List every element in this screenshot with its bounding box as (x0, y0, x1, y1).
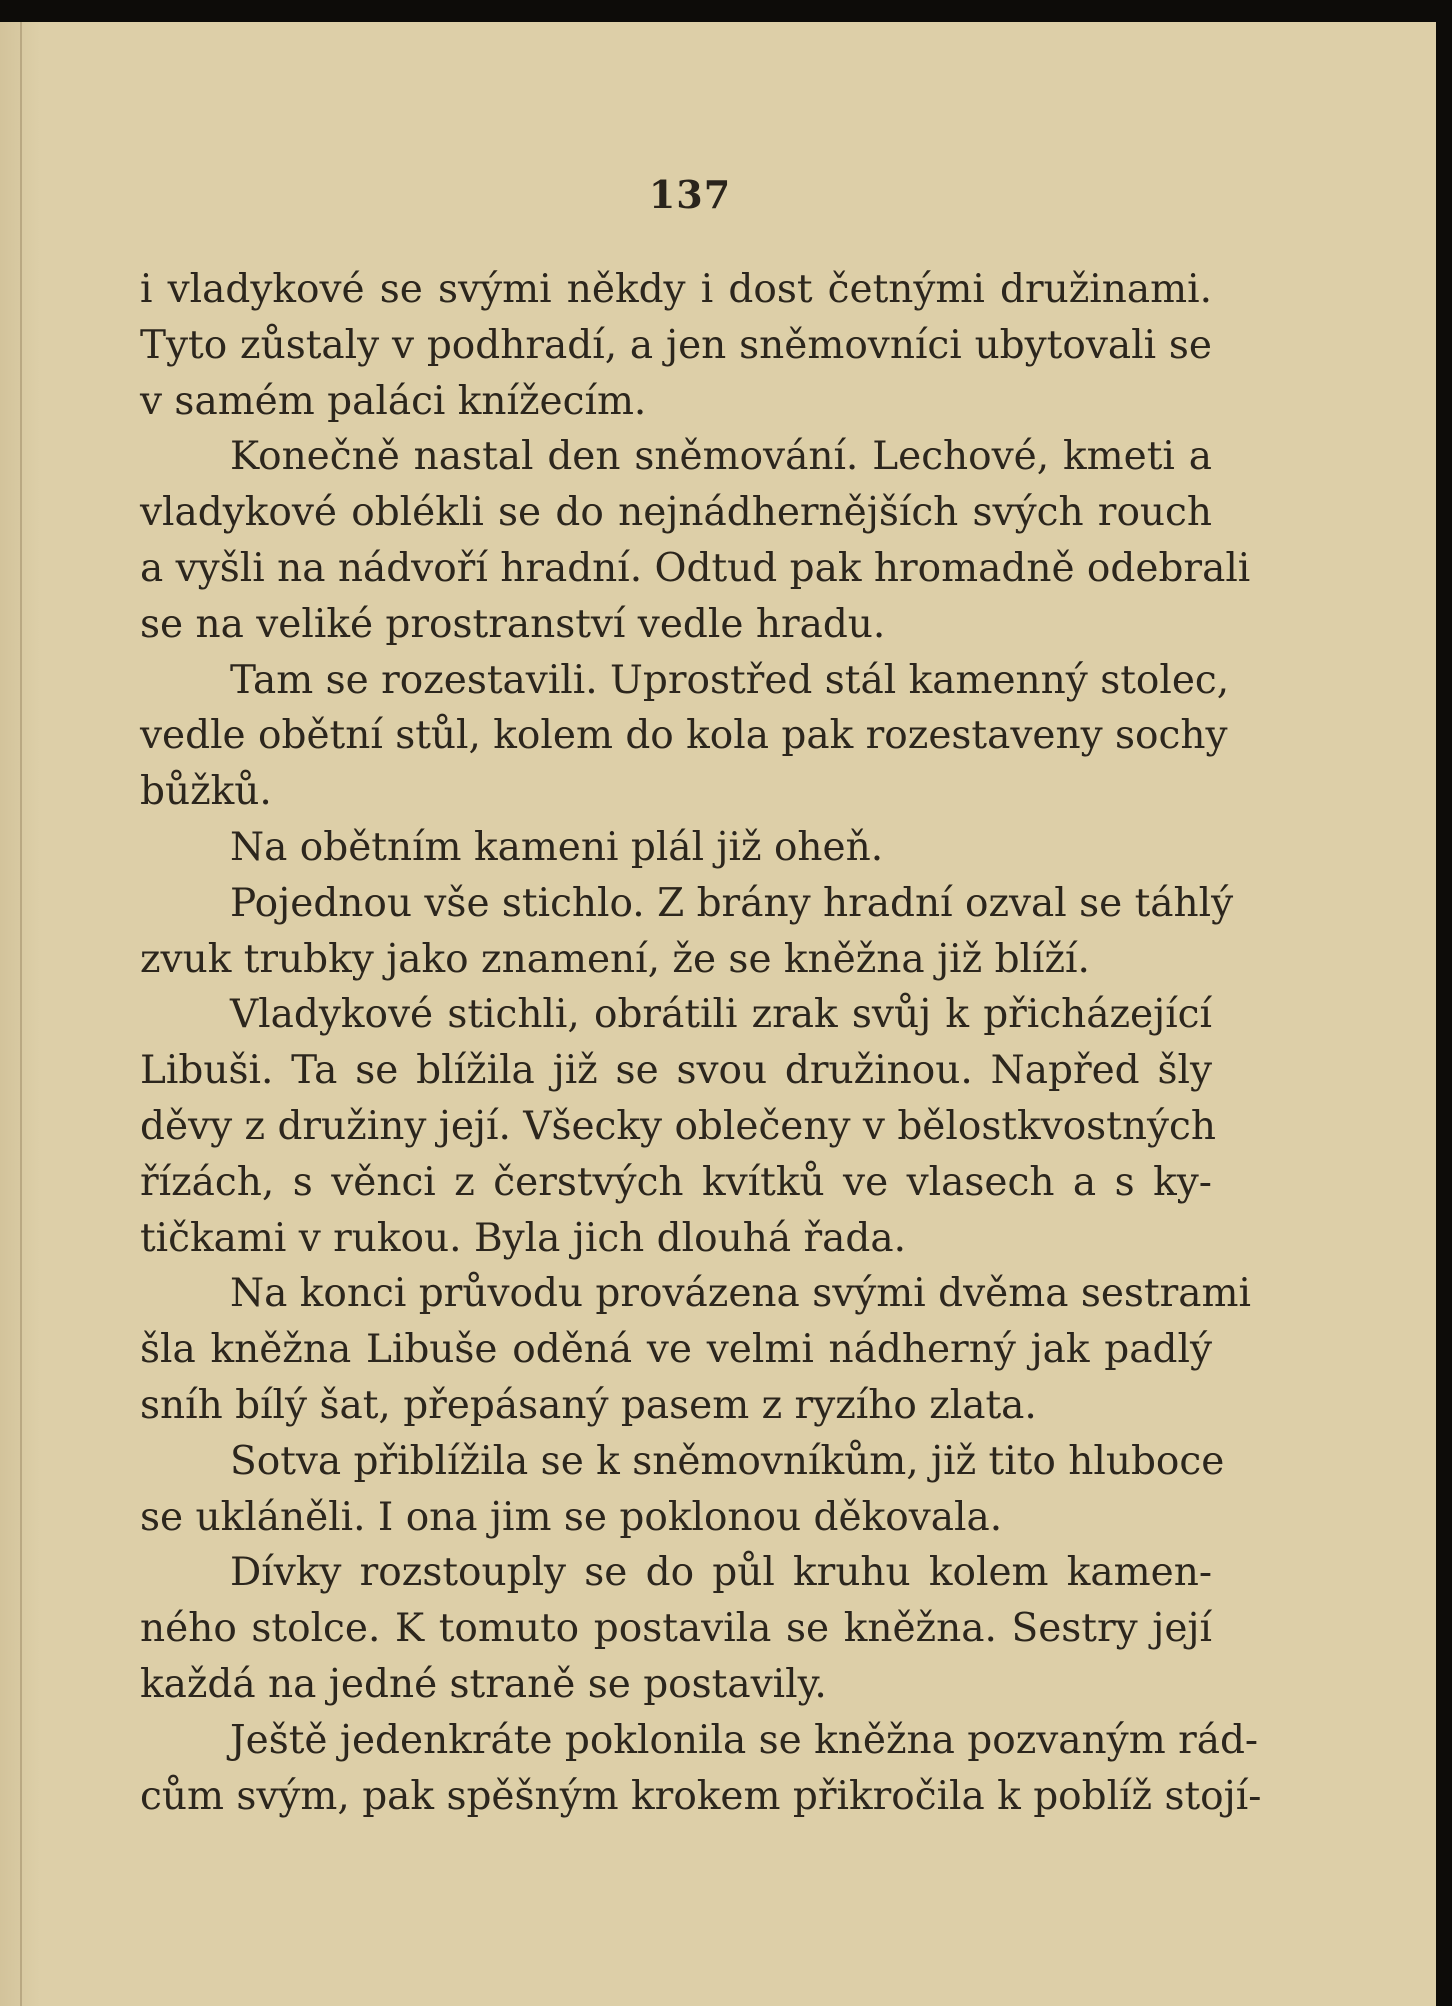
paragraph-9 (140, 1545, 1212, 1712)
paragraph-5 (140, 876, 1234, 988)
text-line: Dívky rozstouply se do půl kruhu kolem kamen- (230, 1550, 1212, 1596)
text-line: cům svým, pak spěšným krokem přikročila k poblíž stojí- (140, 1773, 1262, 1819)
text-line: řízách, s věnci z čerstvých kvítků ve vlasech a s ky- (140, 1159, 1212, 1205)
text-line: Sotva přiblížila se k sněmovníkům, již tito hluboce (230, 1438, 1225, 1484)
paragraph-1 (140, 262, 1212, 429)
text-line: každá na jedné straně se postavily. (140, 1661, 827, 1707)
text-line: děvy z družiny její. Všecky oblečeny v bělostkvostných (140, 1103, 1216, 1149)
text-line: tičkami v rukou. Byla jich dlouhá řada. (140, 1215, 906, 1261)
text-line: Na konci průvodu provázena svými dvěma sestrami (230, 1271, 1251, 1317)
text-line: se na veliké prostranství vedle hradu. (140, 601, 886, 647)
text-line: sníh bílý šat, přepásaný pasem z ryzího zlata. (140, 1382, 1037, 1428)
paragraph-10 (140, 1713, 1262, 1825)
text-line: se ukláněli. I ona jim se poklonou děkovala. (140, 1494, 1003, 1540)
text-line: ného stolce. K tomuto postavila se kněžna. Sestry její (140, 1606, 1212, 1652)
paragraph-3 (140, 653, 1230, 820)
text-line: zvuk trubky jako znamení, že se kněžna již blíží. (140, 936, 1090, 982)
text-line: Tyto zůstaly v podhradí, a jen sněmovníci ubytovali se (140, 322, 1212, 368)
text-line: Konečně nastal den sněmování. Lechové, kmeti a (230, 434, 1212, 480)
text-line: a vyšli na nádvoří hradní. Odtud pak hromadně odebrali (140, 545, 1251, 591)
text-line: Ještě jedenkráte poklonila se kněžna pozvaným rád- (230, 1717, 1259, 1763)
page-binding-edge (20, 22, 22, 2006)
paragraph-7 (140, 1266, 1251, 1433)
text-line: Pojednou vše stichlo. Z brány hradní ozval se táhlý (230, 880, 1234, 926)
paragraph-8 (140, 1434, 1225, 1546)
paragraph-6 (140, 987, 1216, 1266)
body-text (140, 262, 1262, 1824)
text-line: vedle obětní stůl, kolem do kola pak rozestaveny sochy (140, 713, 1228, 759)
text-line: v samém paláci knížecím. (140, 378, 647, 424)
page-number: 137 (648, 172, 732, 217)
text-line: Na obětním kameni plál již oheň. (230, 824, 884, 870)
text-line: Libuši. Ta se blížila již se svou družinou. Napřed šly (140, 1048, 1212, 1094)
paragraph-2 (140, 429, 1251, 652)
paragraph-4 (140, 820, 1212, 876)
text-line: Vladykové stichli, obrátili zrak svůj k přicházející (230, 992, 1212, 1038)
text-line: šla kněžna Libuše oděná ve velmi nádherný jak padlý (140, 1327, 1212, 1373)
text-line: Tam se rozestavili. Uprostřed stál kamenný stolec, (230, 657, 1230, 703)
text-line: vladykové oblékli se do nejnádhernějších svých rouch (140, 490, 1212, 536)
text-line: i vladykové se svými někdy i dost četnými družinami. (140, 267, 1212, 312)
text-line: bůžků. (140, 769, 272, 815)
